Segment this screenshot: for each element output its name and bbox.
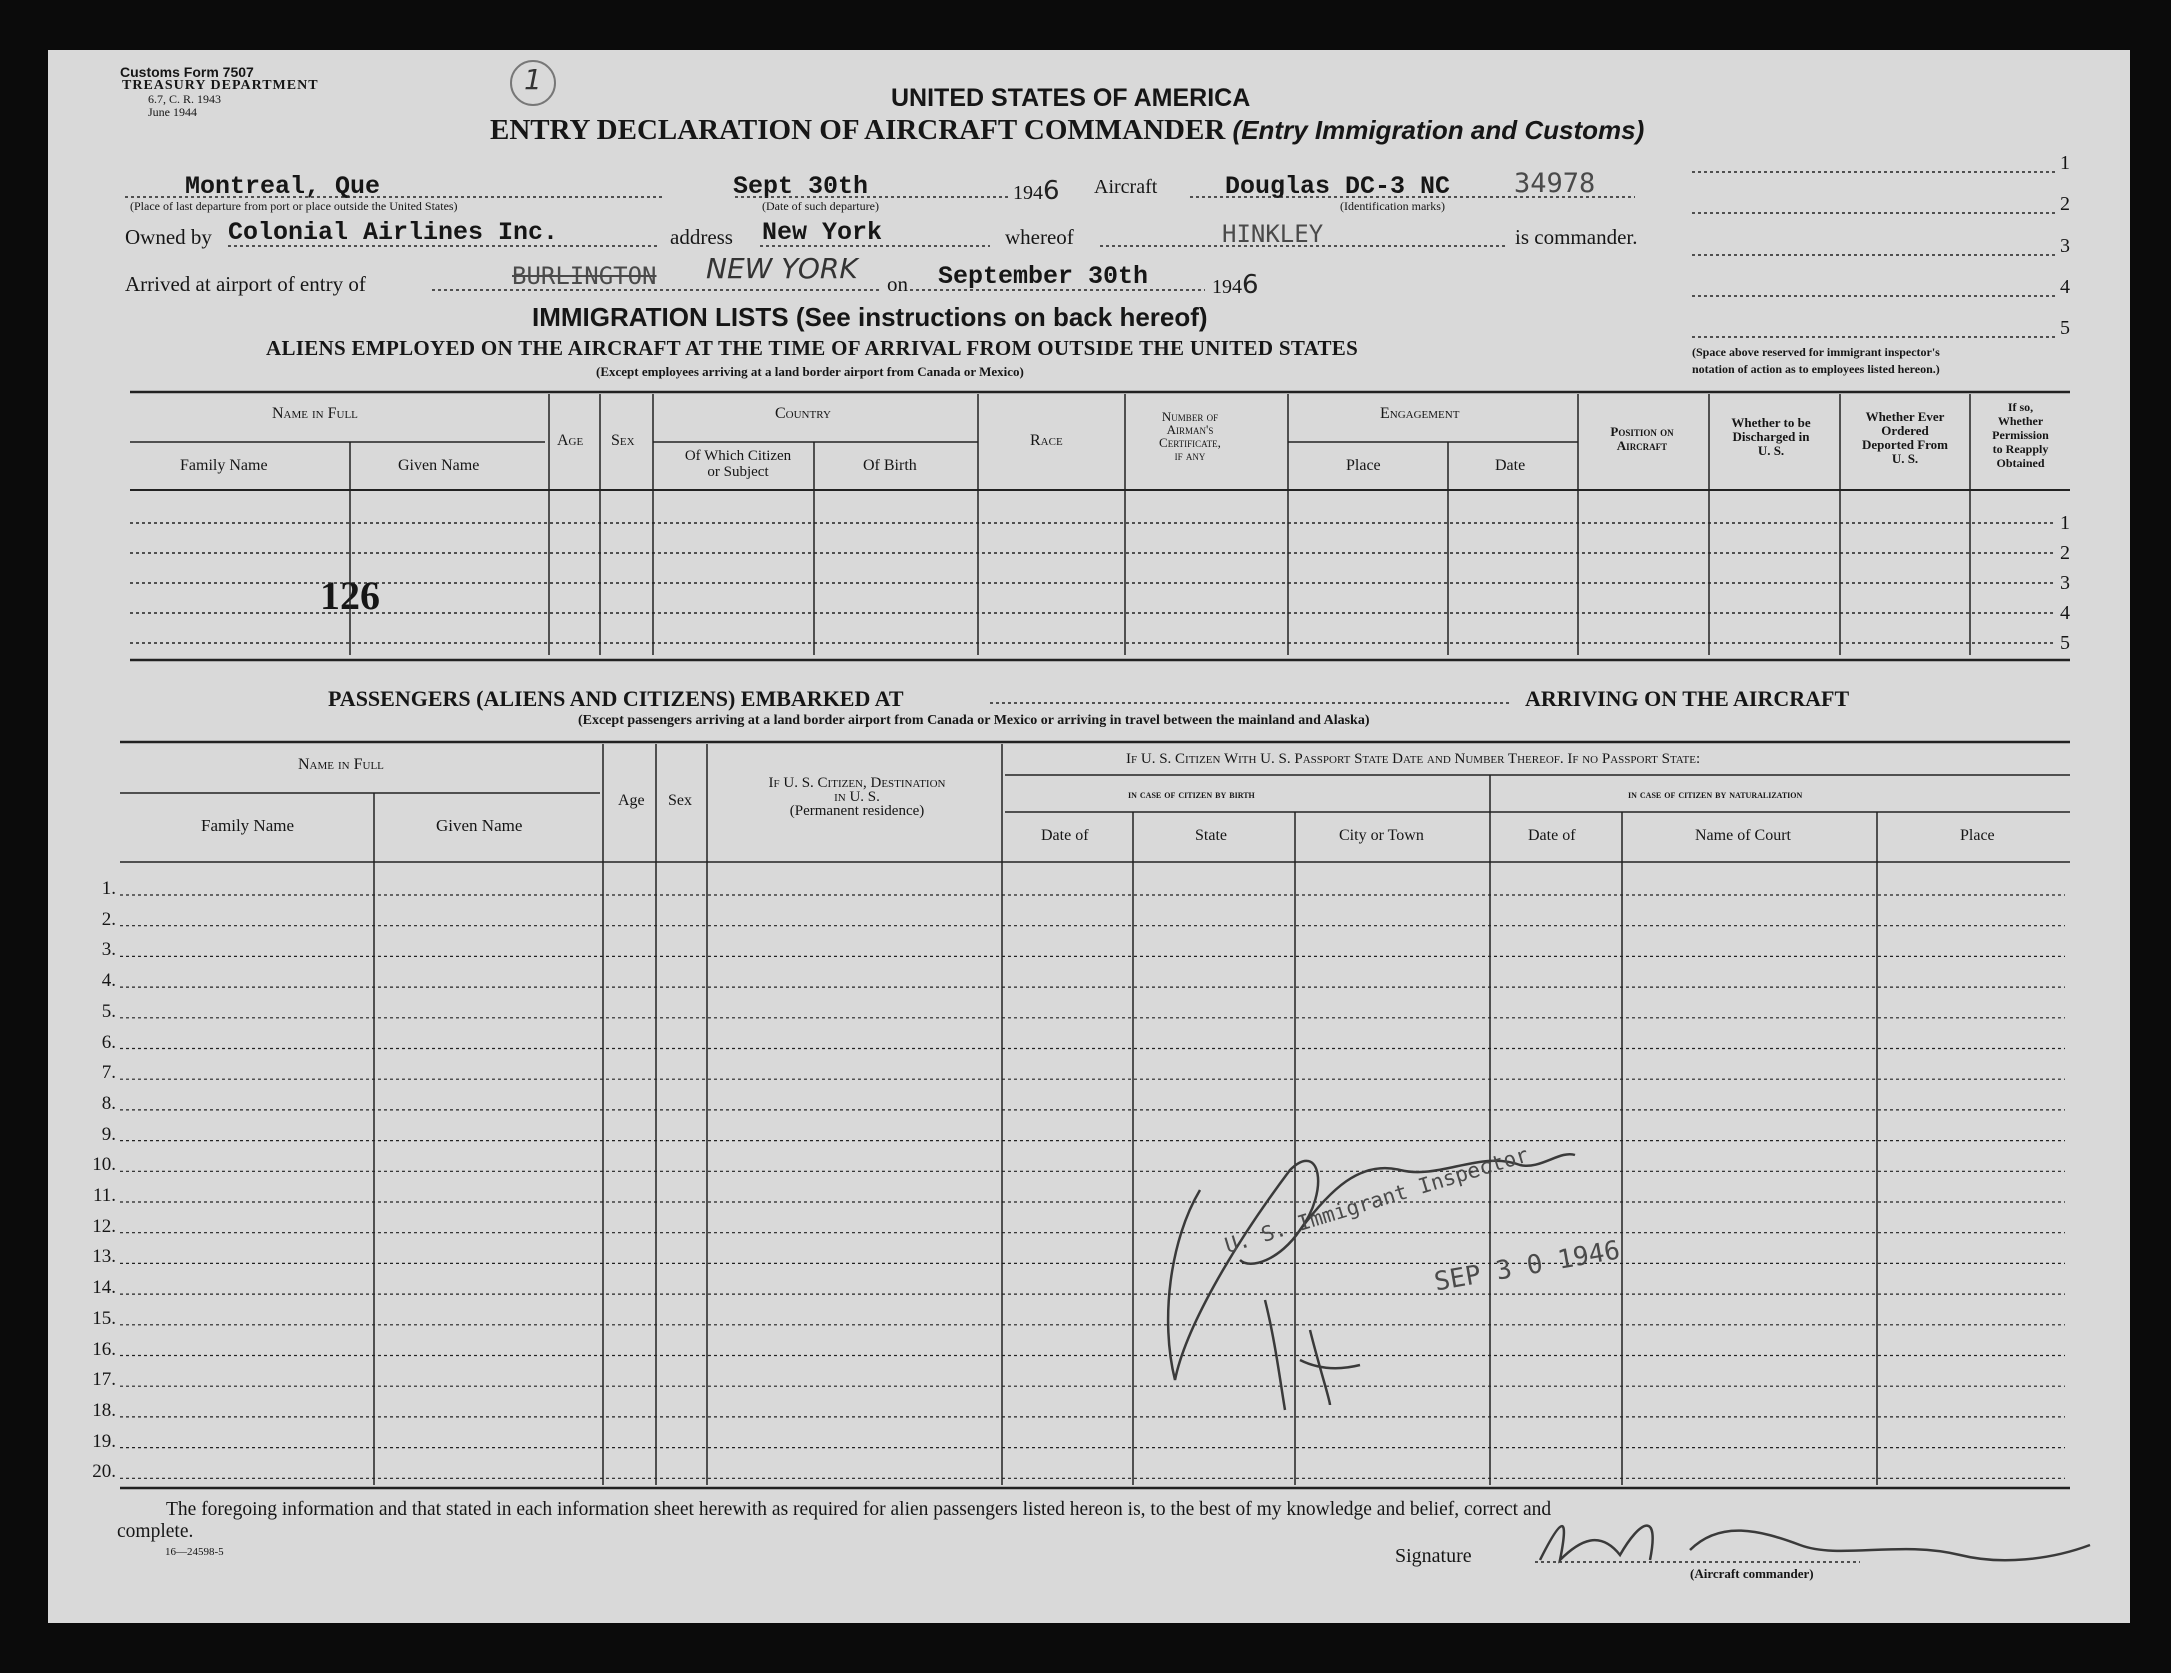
address-label: address	[670, 225, 733, 249]
imm-airman-cert: Number of Airman's Certificate, if any	[1159, 409, 1221, 463]
imm-discharged: Whether to be Discharged in U. S.	[1731, 415, 1811, 458]
pass-by-naturalization: in case of citizen by naturalization	[1628, 787, 1803, 801]
imm-given-name: Given Name	[398, 457, 480, 474]
country-title: UNITED STATES OF AMERICA	[891, 84, 1251, 112]
form-number: Customs Form 7507	[120, 64, 254, 80]
pass-row-19: 19.	[92, 1430, 116, 1452]
page-title: ENTRY DECLARATION OF AIRCRAFT COMMANDER (Entry Immigration and Customs)	[490, 114, 1645, 146]
imm-row-2: 2	[2060, 542, 2070, 564]
pass-row-18: 18.	[92, 1399, 116, 1421]
pass-row-5: 5.	[101, 1000, 116, 1022]
signature-label: Signature	[1395, 1545, 1472, 1567]
pass-given-name: Given Name	[436, 816, 523, 835]
inspector-note-1: (Space above reserved for immigrant inspector's	[1692, 345, 1940, 359]
imm-family-name: Family Name	[180, 457, 268, 474]
arrival-airport-handwritten: NEW YORK	[706, 252, 858, 285]
imm-engagement: Engagement	[1380, 405, 1460, 422]
pass-row-8: 8.	[101, 1092, 116, 1114]
pass-state: State	[1195, 827, 1227, 844]
pass-row-12: 12.	[92, 1215, 116, 1237]
inspector-line-2: 2	[2060, 193, 2070, 215]
departure-date: Sept 30th	[733, 172, 869, 201]
department: TREASURY DEPARTMENT	[122, 78, 319, 93]
arrival-airport-struck: BURLINGTON	[512, 262, 657, 290]
inspector-stamp: U. S. Immigrant Inspector	[1222, 1142, 1532, 1258]
imm-country: Country	[775, 405, 831, 422]
pass-row-16: 16.	[92, 1338, 116, 1360]
inspection-date-stamp: SEP 3 0 1946	[1432, 1235, 1623, 1298]
imm-row-3: 3	[2060, 572, 2070, 594]
pass-row-3: 3.	[101, 939, 116, 961]
aircraft-number: 34978	[1514, 168, 1596, 199]
pass-row-13: 13.	[92, 1246, 116, 1268]
pass-row-20: 20.	[92, 1461, 116, 1483]
pass-row-15: 15.	[92, 1307, 116, 1329]
imm-of-birth: Of Birth	[863, 457, 917, 474]
pass-row-2: 2.	[101, 908, 116, 930]
owner-name: Colonial Airlines Inc.	[228, 218, 559, 247]
inspector-note-2: notation of action as to employees listed hereon.)	[1692, 362, 1940, 376]
arrival-date: September 30th	[938, 262, 1149, 291]
pass-row-17: 17.	[92, 1369, 116, 1391]
pass-row-4: 4.	[101, 970, 116, 992]
file-number: 126	[320, 573, 380, 618]
imm-race: Race	[1030, 432, 1063, 449]
pass-name-in-full: Name in Full	[298, 756, 384, 773]
pass-city: City or Town	[1339, 827, 1424, 844]
imm-reapply: If so, Whether Permission to Reapply Obtained	[1992, 400, 2049, 470]
imm-row-4: 4	[2060, 602, 2070, 624]
pass-sex: Sex	[668, 792, 692, 809]
arrival-on-label: on	[887, 272, 908, 296]
passengers-title: PASSENGERS (ALIENS AND CITIZENS) EMBARKED AT	[328, 686, 904, 711]
imm-age: Age	[557, 432, 584, 449]
inspector-line-4: 4	[2060, 276, 2070, 298]
pass-by-birth: in case of citizen by birth	[1128, 787, 1255, 801]
immigration-subtitle: ALIENS EMPLOYED ON THE AIRCRAFT AT THE TIME OF ARRIVAL FROM OUTSIDE THE UNITED STATES	[266, 336, 1359, 360]
commander-name: HINKLEY	[1222, 220, 1324, 248]
arrival-label: Arrived at airport of entry of	[125, 272, 366, 296]
inspector-line-1: 1	[2060, 152, 2070, 174]
pass-destination: If U. S. Citizen, Destination in U. S. (Permanent residence)	[768, 775, 946, 819]
departure-place-caption: (Place of last departure from port or place outside the United States)	[130, 199, 458, 213]
aircraft-label: Aircraft	[1094, 176, 1158, 198]
pass-row-10: 10.	[92, 1154, 116, 1176]
immigration-title: IMMIGRATION LISTS (See instructions on back hereof)	[532, 302, 1208, 332]
commander-suffix: is commander.	[1515, 225, 1638, 249]
pass-name-of-court: Name of Court	[1695, 827, 1791, 844]
imm-date: Date	[1495, 457, 1526, 474]
imm-sex: Sex	[611, 432, 635, 449]
pass-row-11: 11.	[92, 1185, 116, 1206]
pass-place: Place	[1960, 827, 1995, 844]
immigration-note: (Except employees arriving at a land border airport from Canada or Mexico)	[596, 364, 1024, 379]
pass-passport: If U. S. Citizen With U. S. Passport State Date and Number Thereof. If no Passport State:	[1126, 751, 1701, 767]
declaration-end: complete.	[117, 1521, 194, 1542]
departure-year: 1946	[1013, 176, 1060, 206]
page-mark: 1	[524, 63, 542, 96]
departure-place: Montreal, Que	[185, 172, 381, 201]
aircraft-caption: (Identification marks)	[1340, 199, 1445, 213]
form-date: June 1944	[148, 105, 197, 119]
pass-row-6: 6.	[101, 1031, 116, 1053]
whereof-label: whereof	[1005, 225, 1074, 249]
imm-row-1: 1	[2060, 512, 2070, 534]
pass-family-name: Family Name	[201, 816, 295, 835]
signature-caption: (Aircraft commander)	[1690, 1566, 1814, 1581]
pass-age: Age	[618, 792, 645, 809]
regulation: 6.7, C. R. 1943	[148, 92, 222, 106]
imm-place: Place	[1346, 457, 1381, 474]
departure-date-caption: (Date of such departure)	[762, 199, 879, 213]
imm-citizen-of: Of Which Citizen or Subject	[684, 448, 792, 480]
owned-by-label: Owned by	[125, 225, 212, 249]
inspector-line-3: 3	[2060, 235, 2070, 257]
pass-date-of: Date of	[1041, 827, 1089, 844]
aircraft-type: Douglas DC-3 NC	[1225, 172, 1451, 201]
imm-name-in-full: Name in Full	[272, 405, 358, 422]
declaration-text: The foregoing information and that stated in each information sheet herewith as required for alien passengers listed hereon is, to the best of my knowledge and belief, correct and	[166, 1499, 1552, 1520]
imm-row-5: 5	[2060, 632, 2070, 654]
imm-position: Position on Aircraft	[1610, 424, 1674, 453]
pass-date-of-2: Date of	[1528, 827, 1576, 844]
passengers-note: (Except passengers arriving at a land border airport from Canada or Mexico or arriving in travel between the mainland and Alaska)	[578, 713, 1370, 728]
imm-deported: Whether Ever Ordered Deported From U. S.	[1861, 409, 1949, 466]
inspector-line-5: 5	[2060, 317, 2070, 339]
arrival-year: 1946	[1212, 270, 1259, 300]
pass-row-1: 1.	[101, 878, 116, 899]
print-code: 16—24598-5	[165, 1546, 224, 1558]
passengers-title-right: ARRIVING ON THE AIRCRAFT	[1525, 686, 1850, 711]
owner-address: New York	[762, 218, 883, 247]
pass-row-7: 7.	[101, 1062, 116, 1084]
pass-row-14: 14.	[92, 1277, 116, 1299]
pass-row-9: 9.	[101, 1123, 116, 1145]
